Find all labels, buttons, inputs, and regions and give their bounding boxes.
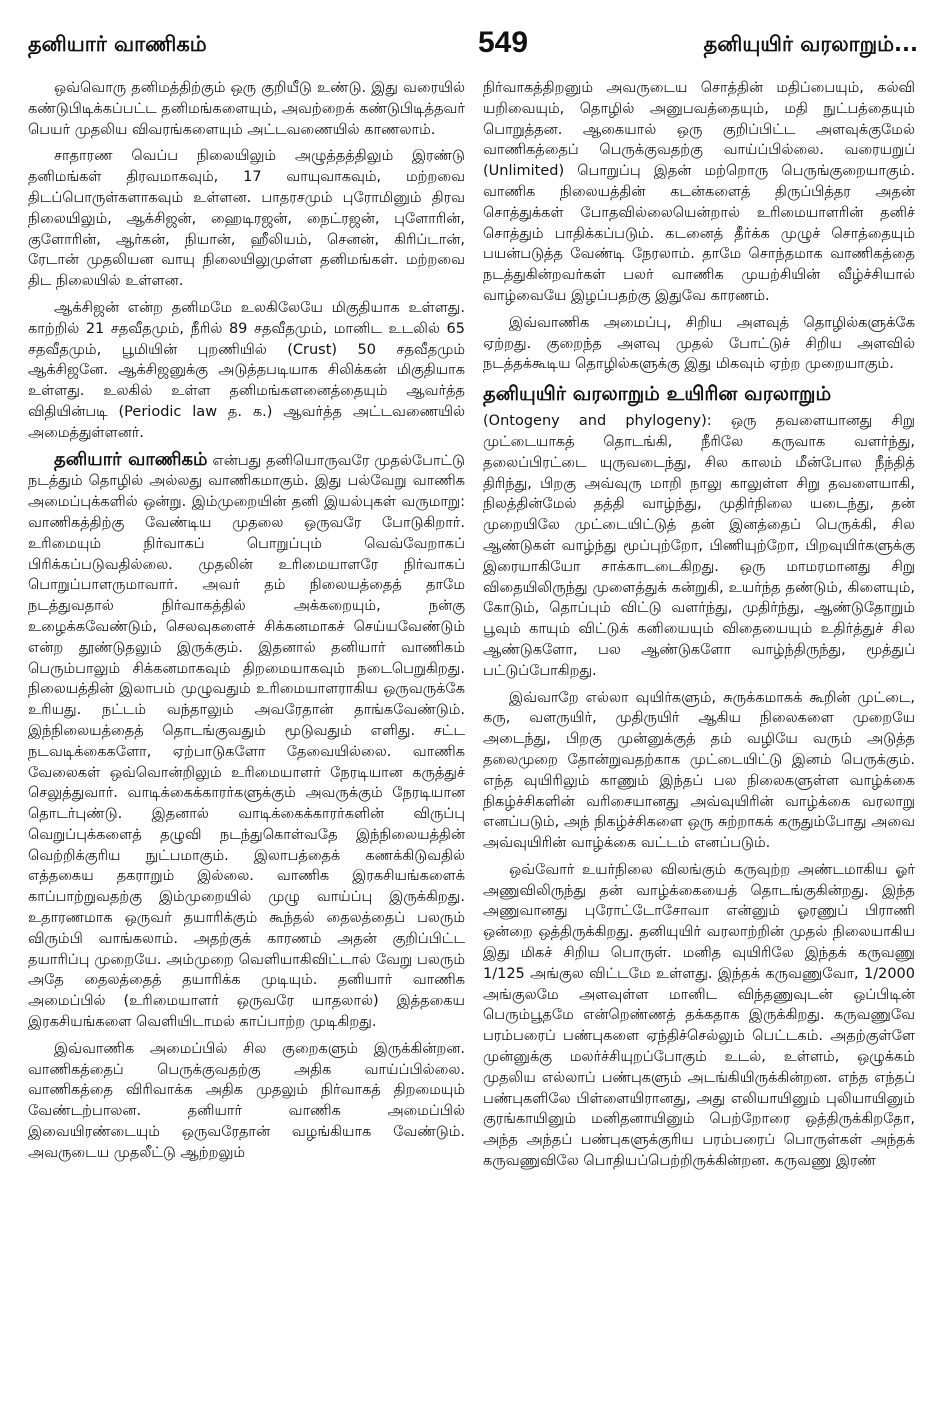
page-header (28, 26, 918, 66)
paragraph: இவ்வாறே எல்லா வுயிர்களும், சுருக்கமாகக் கூறின் முட்டை, கரு, வளருயிர், முதிருயிர் ஆகிய நிலைகளை முறையே அடைந்து, பிறகு முன்னுக்குத் தம் வழியே வரும் அடுத்த தலைமுறை தோன்றுவதற்காக முட்டையிட்டு இனம் பெருக்கும். எந்த வுயிரிலும் காணும் இந்தப் பல நிலைகளுள்ள வாழ்க்கை நிகழ்ச்சிகளின் வரிசையானது அவ்வுயிரின் வாழ்க்கை வரலாறு எனப்படும், அந் நிகழ்ச்சிகளை ஒரு சுற்றாகக் கருதும்போது அவை அவ்வுயிரின் வாழ்க்கை வட்டம் எனப்படும். (483, 689, 915, 852)
entry-text: என்பது தனியொருவரே முதல்போட்டு நடத்தும் தொழில் அல்லது வாணிகமாகும். இது பல்வேறு வாணிக அமைப்புக்களில் ஒன்று. இம்முறையின் தனி இயல்புகள் வருமாறு: வாணிகத்திற்கு வேண்டிய முதலை ஒருவரே போடுகிறார். உரிமையும் நிர்வாகப் பொறுப்பும் வெவ்வேறாகப் பிரிக்கப்படுவதில்லை. முதலின் உரிமையாளரே நிர்வாகப் பொறுப்பாளருமாவார். அவர் தம் நிலையத்தைத் தாமே நடத்துவதால் நிர்வாகத்தில் அக்கறையும், நன்கு உழைக்கவேண்டும், செலவுகளைச் சிக்கனமாகச் செய்யவேண்டும் என்ற தூண்டுதலும் இருக்கும். இதனால் தனியார் வாணிகம் பெரும்பாலும் சிக்கனமாகவும் திறமையாகவும் நடைபெறுகிறது. நிலையத்தின் இலாபம் முழுவதும் உரிமையாளராகிய ஒருவருக்கே உரியது. நட்டம் வந்தாலும் அவரேதான் தாங்கவேண்டும். இந்நிலையத்தைத் தொடங்குவதும் மூடுவதும் எளிது. சட்ட நடவடிக்கைகளோ, ஏற்பாடுகளோ தேவையில்லை. வாணிக வேலைகள் ஒவ்வொன்றிலும் உரிமையாளர் நேரடியான கருத்துச் செலுத்துவார். வாடிக்கைக்காரர்களுக்கும் அவருக்கும் நேரடியான தொடர்புண்டு. இதனால் வாடிக்கைக்காரர்களின் விருப்பு வெறுப்புக்களைத் தழுவி நடந்துகொள்வதே இந்நிலையத்தின் வெற்றிக்குரிய நுட்பமாகும். இலாபத்தைக் கணக்கிடுவதில் எத்தகைய தகராறும் இல்லை. வாணிக இரகசியங்களைக் காப்பாற்றுவதற்கு இம்முறையில் முழு வாய்ப்பு இருக்கிறது. உதாரணமாக ஒருவர் தயாரிக்கும் கூந்தல் தைலத்தைப் பலரும் விரும்பி வாங்கலாம். அதற்குக் காரணம் அதன் குறிப்பிட்ட தயாரிப்பு முறையே. அம்முறை வெளியாகிவிட்டால் வேறு பலரும் அதே தைலத்தைத் தயாரிக்க முடியும். தனியார் வாணிக அமைப்பில் (உரிமையாளர் ஒருவரே யாதலால்) இத்தகைய இரகசியங்களை வெளியிடாமல் காப்பாற்ற முடிகிறது. (28, 452, 465, 1031)
paragraph: சாதாரண வெப்ப நிலையிலும் அழுத்தத்திலும் இரண்டு தனிமங்கள் திரவமாகவும், 17 வாயுவாகவும், மற்றவை திடப்பொருள்களாகவும் உள்ளன. பாதரசமும் புரோமினும் திரவ நிலையிலும், ஆக்சிஜன், ஹைடிரஜன், நைட்ரஜன், புளோரின், குளோரின், ஆர்கன், நியான், ஹீலியம், செனன், கிரிப்டான், ரேடான் முதலியன வாயு நிலையிலுமுள்ள தனிமங்கள். மற்றவை திட நிலையில் உள்ளன. (28, 148, 465, 290)
paragraph: ஒவ்வோர் உயர்நிலை விலங்கும் கருவுற்ற அண்டமாகிய ஓர் அணுவிலிருந்து தன் வாழ்க்கையைத் தொடங்குகின்றது. இந்த அணுவானது புரோட்டோசோவா என்னும் ஓரணுப் பிராணி ஒன்றை ஒத்திருக்கிறது. தனியுயிர் வரலாற்றின் முதல் நிலையாகிய இது மிகச் சிறிய பொருள். மனித வுயிரிலே இந்தக் கருவணு 1/125 அங்குல விட்டமே உள்ளது. இந்தக் கருவணுவோ, 1/2000 அங்குலமே அளவுள்ள மானிட விந்தணுவுடன் ஒப்பிடின் பெரும்பூதமே என்றெண்ணத் தக்கதாக இருக்கிறது. கருவணுவே பரம்பரைப் பண்புகளை ஏந்திச்செல்லும் பெட்டகம். அதற்குள்ளே முன்னுக்கு மலர்ச்சியுறப்போகும் உடல், உள்ளம், ஒழுக்கம் முதலிய எல்லாப் பண்புகளும் அடங்கியிருக்கின்றன. எந்த எந்தப் பண்புகளிலே பிள்ளையிரானது, அது எலியாயினும் புலியாயினும் குரங்காயினும் மனிதனாயினும் பெற்றோரை ஒத்திருக்கிறதோ, அந்த அந்தப் பண்புகளுக்குரிய பரம்பரைப் பொருள்கள் அந்தக் கருவணுவிலே பொதியப்பெற்றிருக்கின்றன. கருவணு இரண் (483, 861, 915, 1170)
paragraph: நிர்வாகத்திறனும் அவருடைய சொத்தின் மதிப்பையும், கல்வி யறிவையும், தொழில் அனுபவத்தையும், மதி நுட்பத்தையும் பொறுத்தன. ஆகையால் ஒரு குறிப்பிட்ட அளவுக்குமேல் வாணிகத்தைப் பெருக்குவதற்கு வாய்ப்பில்லை. வரையறுப் (Unlimited) பொறுப்பு இதன் மற்றொரு பெருங்குறையாகும். வாணிக நிலையத்தின் கடன்களைத் திருப்பித்தர அதன் சொத்துக்கள் போதவில்லையென்றால் உரிமையாளரின் தனிச் சொத்தும் பாதிக்கப்படும். கடனைத் தீர்க்க முழுச் சொத்தையும் பயன்படுத்த வேண்டி நேரலாம். தாமே சொந்தமாக வாணிகத்தை நடத்துகின்றவர்கள் பலர் வாணிக முயற்சியின் வீழ்ச்சியால் வாழ்வையே இழப்பதற்கு இதுவே காரணம். (483, 80, 915, 304)
running-title-left: தனியார் வாணிகம் (28, 32, 207, 56)
paragraph: இவ்வாணிக அமைப்பு, சிறிய அளவுத் தொழில்களுக்கே ஏற்றது. குறைந்த அளவு முதல் போட்டுச் சிறிய அளவில் நடத்தக்கூடிய தொழில்களுக்கு இது மிகவும் ஏற்ற முறையாகும். (483, 314, 915, 373)
entry-headword: தனியார் வாணிகம் (54, 448, 208, 470)
running-title-right: தனியுயிர் வரலாறும்... (703, 32, 918, 56)
left-column (28, 78, 465, 1397)
paragraph: (Ontogeny and phylogeny): ஒரு தவளையானது சிறு முட்டையாகத் தொடங்கி, நீரிலே கருவாக வளர்ந்து, தலைப்பிரட்டை யுருவடைந்து, சில காலம் மீன்போல நீந்தித் திரிந்து, பிறகு அவ்வுரு மாறி நாலு காலுள்ள சிறு தவளையாகி, நிலத்தின்மேல் தத்தி வாழ்ந்து, முதிர்நிலை யடைந்து, தன் முறையிலே முட்டையிட்டுத் தன் இனத்தைப் பெருக்கி, சில ஆண்டுகள் வாழ்ந்து மூப்புற்றோ, பிணியுற்றோ, பிறவுயிர்களுக்கு இரையாகியோ சாக்காடடைகிறது. ஒரு மாமரமானது சிறு விதையிலிருந்து முளைத்துக் கன்றுகி, உயர்ந்த தண்டும், கிளையும், கோடும், தொப்பும் விட்டு வளர்ந்து, முதிர்ந்து, ஆண்டுதோறும் பூவும் காயும் விட்டுக் கனியையும் விதையையும் உதிர்த்துச் சில ஆண்டுகளோ, பல ஆண்டுகளோ வாழ்ந்திருந்து, மூத்துப் பட்டுப்போகிறது. (483, 413, 915, 679)
section-heading: தனியுயிர் வரலாறும் உயிரின வரலாறும் (483, 382, 832, 406)
paragraph: ஒவ்வொரு தனிமத்திற்கும் ஒரு குறியீடு உண்டு. இது வரையில் கண்டுபிடிக்கப்பட்ட தனிமங்களையும், அவற்றைக் கண்டுபிடித்தவர் பெயர் முதலிய விவரங்களையும் அட்டவணையில் காணலாம். (28, 80, 465, 138)
paragraph: இவ்வாணிக அமைப்பில் சில குறைகளும் இருக்கின்றன. வாணிகத்தைப் பெருக்குவதற்கு அதிக வாய்ப்பில்லை. வாணிகத்தை விரிவாக்க அதிக முதலும் நிர்வாகத் திறமையும் வேண்டற்பாலன. தனியார் வாணிக அமைப்பில் இவையிரண்டையும் ஒருவரேதான் வழங்கியாக வேண்டும். அவருடைய முதலீட்டு ஆற்றலும் (28, 1040, 465, 1161)
paragraph: ஆக்சிஜன் என்ற தனிமமே உலகிலேயே மிகுதியாக உள்ளது. காற்றில் 21 சதவீதமும், நீரில் 89 சதவீதமும், மானிட உடலில் 65 சதவீதமும், பூமியின் புறணியில் (Crust) 50 சதவீதமும் ஆக்சிஜனே. ஆக்சிஜனுக்கு அடுத்தபடியாக சிலிக்கன் மிகுதியாக உள்ளது. உலகில் உள்ள தனிமங்களனைத்தையும் ஆவர்த்த விதியின்படி (Periodic law த. க.) ஆவர்த்த அட்டவணையில் அமைத்துள்ளனர். (28, 299, 465, 441)
entry-paragraph (28, 450, 465, 1033)
page-number: 549 (477, 26, 529, 59)
right-column (483, 78, 915, 1397)
